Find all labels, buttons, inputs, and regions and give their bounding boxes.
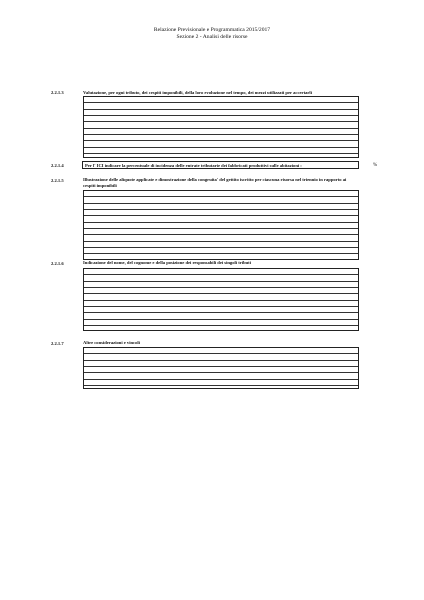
section-number: 2.2.1.6 — [51, 261, 64, 266]
section-title: Per l' ICI indicare la percentuale di incidenza delle entrate tributarie dei fabbricati produttivi sulle abitazioni : — [85, 163, 302, 168]
text-grid-2213[interactable] — [83, 96, 359, 158]
section-title: Illustrazione delle aliquote applicate e dimostrazione della congruita' del gettito iscritto per ciascuna risorsa nel triennio in rapporto ai cespiti imponibili — [83, 177, 347, 188]
section-number: 2.2.1.5 — [51, 178, 64, 183]
section-number: 2.2.1.3 — [51, 90, 64, 95]
section-subtitle: Sezione 2 - Analisi delle risorse — [176, 34, 248, 40]
grid-line — [84, 326, 358, 332]
report-title: Relazione Previsionale e Programmatica 2015/2017 — [153, 27, 271, 33]
section-number: 2.2.1.4 — [51, 163, 64, 168]
grid-line — [84, 154, 358, 160]
section-title: Valutazione, per ogni tributo, dei cespiti imponibili, della loro evoluzione nel tempo, dei mezzi utilizzati per accertarli — [83, 90, 312, 95]
section-title: Indicazione del nome, del cognome e della posizione dei responsabili dei singoli tributi — [83, 260, 251, 265]
percent-sign: % — [373, 163, 378, 168]
section-title: Altre considerazioni e vincoli — [83, 340, 140, 345]
text-grid-2216[interactable] — [83, 268, 359, 331]
grid-line — [84, 386, 358, 392]
text-grid-2215[interactable] — [83, 190, 359, 260]
section-number: 2.2.1.7 — [51, 341, 64, 346]
document-header — [0, 27, 424, 41]
text-grid-2217[interactable] — [83, 347, 359, 389]
